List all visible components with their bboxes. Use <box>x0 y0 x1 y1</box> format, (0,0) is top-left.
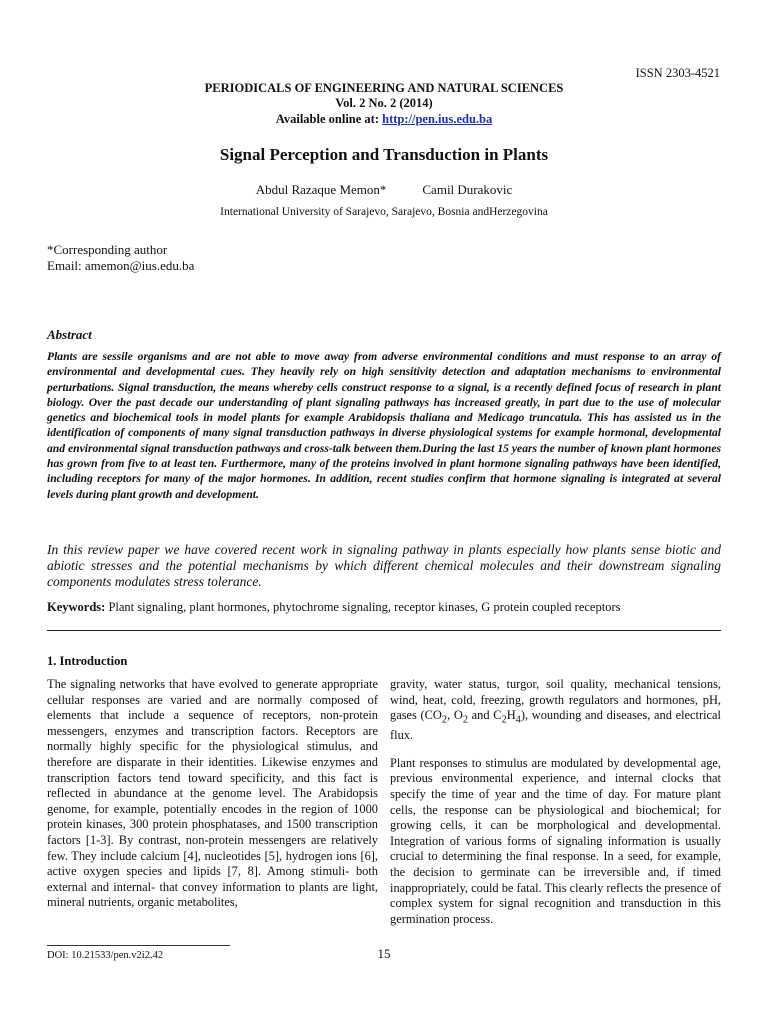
author-name: Camil Durakovic <box>422 182 513 197</box>
subscript: 2 <box>462 714 468 726</box>
paper-title: Signal Perception and Transduction in Plants <box>219 145 549 164</box>
page-number: 15 <box>377 946 391 961</box>
subscript: 4 <box>515 714 521 726</box>
doi-label: DOI: 10.21533/pen.v2i2.42 <box>47 950 164 961</box>
author-name: Abdul Razaque Memon* <box>255 182 387 197</box>
abstract-summary-paragraph: In this review paper we have covered recent work in signaling pathway in plants especially how plants sense biotic and abiotic stresses and the potential mechanisms by which different chemical molecules and their downstream signaling components modulates stress tolerance. <box>47 542 721 589</box>
journal-name: PERIODICALS OF ENGINEERING AND NATURAL SCIENCES <box>204 81 564 95</box>
text-run: , O <box>447 708 463 723</box>
corresponding-author-note: *Corresponding author <box>47 242 168 257</box>
abstract-paragraph: Plants are sessile organisms and are not able to move away from adverse environmental conditions and must response to an array of environmental and developmental cues. They heavily rely on high sensitivity detection and adaptation mechanisms to environmental perturbations. Signal transduction, the means whereby cells construct response to a signal, is a recently defined focus of research in plant biology. Over the past decade our understanding of plant signaling pathways has increased greatly, in part due to the use of molecular genetics and biochemical tools in model plants for example Arabidopsis thaliana and Medicago truncatula. This has assisted us in the identification of components of many signal transduction pathways in diverse physiological systems for example hormonal, developmental and environmental signal transduction pathways and cross-talk between them.During the last 15 years the number of known plant hormones has grown from five to at least ten. Furthermore, many of the proteins involved in plant hormone signaling pathways have been identified, including receptors for many of the major hormones. In addition, recent studies confirm that hormone signaling is integrated at several levels during plant growth and development. <box>47 350 721 501</box>
author-list <box>0 182 768 198</box>
keywords-line <box>47 600 747 615</box>
text-run: ), wounding and diseases, and electrical flux. <box>390 708 721 743</box>
body-column-left: The signaling networks that have evolved to generate appropriate cellular responses are varied and are normally composed of elements that include a sequence of receptors, non-protein messengers, enzymes and transcription factors. Receptors are normally highly specific for the physiological stimulus, and therefore are disparate in their identities. Likewise enzymes and transcription factors tend toward specificity, and this fact is reflected in abundance at the genome level. The Arabidopsis genome, for example, potentially encodes in the region of 1000 protein kinases, 300 protein phosphatases, and 1500 transcription factors [1-3]. By contrast, non-protein messengers are relatively few. They include calcium [4], nucleotides [5], hydrogen ions [6], active oxygen species and lipids [7, 8]. Among stimuli- both external and internal- that convey information to plants are light, mineral nutrients, organic metabolites, <box>47 677 378 910</box>
body-paragraph <box>390 677 721 744</box>
keywords-text: Plant signaling, plant hormones, phytochrome signaling, receptor kinases, G protein coupled receptors <box>105 600 621 614</box>
affiliation: International University of Sarajevo, Sarajevo, Bosnia andHerzegovina <box>220 206 548 218</box>
section-divider <box>47 630 721 631</box>
available-label: Available online at: <box>275 112 383 126</box>
text-run: H <box>506 708 516 723</box>
volume-issue: Vol. 2 No. 2 (2014) <box>335 96 433 110</box>
abstract-heading: Abstract <box>47 327 92 342</box>
text-run: gravity, water status, turgor, soil quality, mechanical tensions, wind, heat, cold, freezing, growth regulators and hormones, pH, gases (CO <box>390 677 721 723</box>
text-run: and C <box>467 708 502 723</box>
subscript: 2 <box>501 714 507 726</box>
section-heading-introduction: 1. Introduction <box>47 654 128 668</box>
corresponding-author-block <box>47 242 194 274</box>
journal-url-link[interactable]: http://pen.ius.edu.ba <box>382 112 493 126</box>
issn-label: ISSN 2303-4521 <box>635 66 720 80</box>
subscript: 2 <box>441 714 448 726</box>
corresponding-email: Email: amemon@ius.edu.ba <box>47 258 195 273</box>
body-column-right <box>390 677 721 927</box>
body-paragraph: Plant responses to stimulus are modulated by developmental age, previous environmental experience, and internal clocks that specify the time of year and the time of day. For mature plant cells, the response can be physiological and biochemical; for growing cells, it can be morphological and developmental. Integration of various forms of signaling information is usually crucial to determining the final response. In a seed, for example, the decision to germinate can be irreversible and, if timed inappropriately, could be fatal. This clearly reflects the presence of complex system for signal recognition and transduction in this germination process. <box>390 755 721 926</box>
available-online <box>0 112 768 127</box>
keywords-label: Keywords: <box>47 600 106 614</box>
